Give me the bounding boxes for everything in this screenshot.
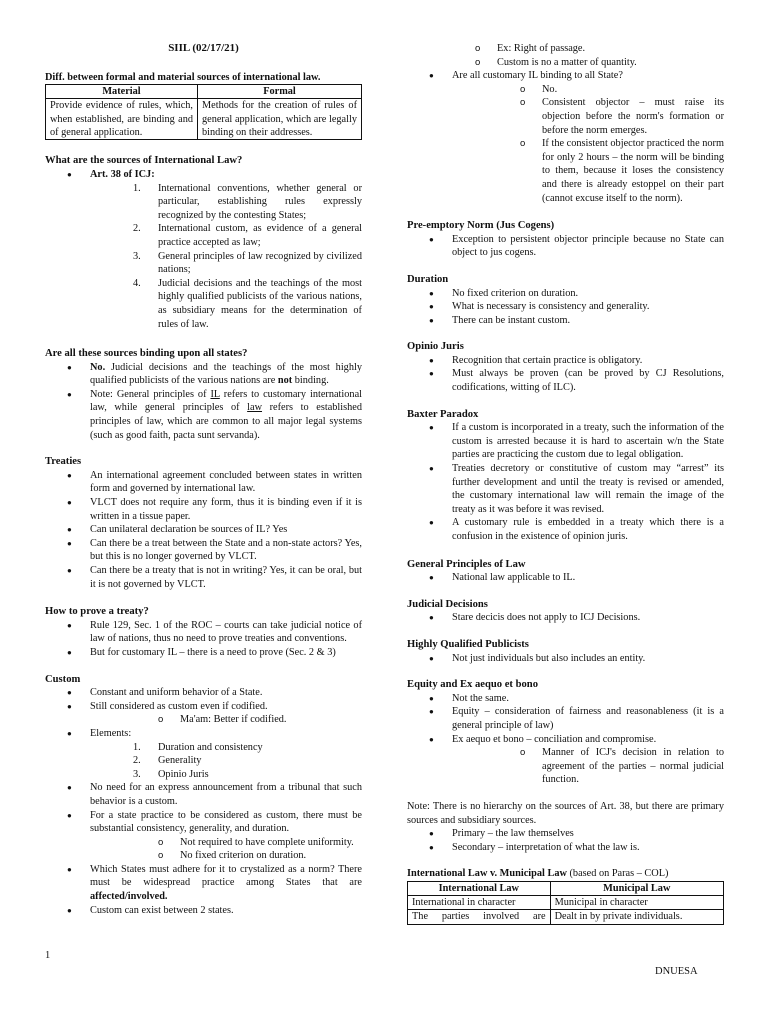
- binding-heading: Are all these sources binding upon all states?: [45, 348, 248, 360]
- binding-note-item: ● Note: General principles of IL refers to customary international law, while general principles of law refers to established principles of law, which are common to all major legal systems (such as good faith, pacta sunt servanda).: [45, 388, 362, 442]
- custom-section: [45, 673, 362, 918]
- gpl-section: [407, 558, 724, 585]
- equity-item: ● Ex aequo et bono – conciliation and compromise. o Manner of ICJ's decision in relation to agreement of the parties – normal judicial function.: [407, 733, 724, 787]
- equity-heading: Equity and Ex aequo et bono: [407, 679, 538, 691]
- il-municipal-heading: International Law v. Municipal Law (based on Paras – COL): [407, 868, 669, 880]
- prove-item: ● But for customary IL – there is a need to prove (Sec. 2 & 3): [45, 646, 362, 660]
- gpl-heading: General Principles of Law: [407, 558, 526, 570]
- duration-item: ● No fixed criterion on duration.: [407, 287, 724, 301]
- binding-no-item: ● No. Judicial decisions and the teachings of the most highly qualified publicists of the various nations are not binding.: [45, 361, 362, 388]
- baxter-item: ● A customary rule is embedded in a treaty which there is a confusion in the existence of opinion juris.: [407, 516, 724, 543]
- custom-item: ● Constant and uniform behavior of a State.: [45, 686, 362, 700]
- binding-answer-item: o If the consistent objector practiced the norm for only 2 hours – the norm will be binding to them, because it loses the consistency and there is already estoppel on their part (cannot excuse itself to the norm).: [452, 137, 724, 205]
- table-cell: The parties involved are: [408, 910, 551, 924]
- material-formal-table: [45, 84, 362, 140]
- custom-item: ● Which States must adhere for it to crystalized as a norm? There must be widespread practice among States that are affected/involved.: [45, 863, 362, 904]
- publicists-section: [407, 638, 724, 665]
- baxter-item: ● If a custom is incorporated in a treaty, such the information of the custom is arrested because it is hard to ascertain w/n the State parties are practicing the custom due to legal obligation.: [407, 421, 724, 462]
- art38-item: ● Art. 38 of ICJ: 1. International conventions, whether general or particular, establishing rules expressly recognized by the contesting States; 2. International custom, as evidence of a general practice accepted as law; 3. General principles of law recognized by civilized nations; 4. Judicial decisions and the teachings of the most highly qualified publicists of the various nations, as subsidiary means for the determination of rules of law.: [45, 168, 362, 331]
- opinio-item: ● Recognition that certain practice is obligatory.: [407, 354, 724, 368]
- jus-cogens-heading: Pre-emptory Norm (Jus Cogens): [407, 220, 555, 232]
- custom-item: ● No need for an express announcement from a tribunal that such behavior is a custom.: [45, 781, 362, 808]
- material-header: Material: [46, 85, 198, 99]
- treaties-item: ● Can there be a treaty that is not in writing? Yes, it can be oral, but it is not governed by VLCT.: [45, 564, 362, 591]
- gpl-item: ● National law applicable to IL.: [407, 571, 724, 585]
- note2-item: ● Primary – the law themselves: [407, 827, 724, 841]
- municipal-header: Municipal Law: [550, 881, 723, 895]
- custom-subitem: o Not required to have complete uniformity.: [90, 836, 362, 850]
- table-row: [408, 896, 724, 910]
- equity-subitem: o Manner of ICJ's decision in relation to agreement of the parties – normal judicial function.: [452, 746, 724, 787]
- table-cell: International in character: [408, 896, 551, 910]
- source-item: 3. General principles of law recognized by civilized nations;: [133, 250, 362, 276]
- custom-item: ● Elements: 1. Duration and consistency 2. Generality 3. Opinio Juris: [45, 727, 362, 781]
- diff-heading: Diff. between formal and material sources of international law.: [45, 71, 321, 83]
- custom-subitem: o Custom is no a matter of quantity.: [407, 56, 724, 70]
- duration-section: [407, 273, 724, 327]
- element-item: 3. Opinio Juris: [133, 768, 209, 780]
- prove-section: [45, 605, 362, 659]
- opinio-item: ● Must always be proven (can be proved by CJ Resolutions, codifications, witting of ILC).: [407, 367, 724, 394]
- page-title: SIIL (02/17/21): [168, 42, 239, 54]
- continued-subitems: [407, 42, 724, 69]
- il-header: International Law: [408, 881, 551, 895]
- il-municipal-table: [407, 881, 724, 925]
- judicial-heading: Judicial Decisions: [407, 598, 488, 610]
- duration-item: ● There can be instant custom.: [407, 314, 724, 328]
- opinio-section: [407, 340, 724, 394]
- publicists-item: ● Not just individuals but also includes an entity.: [407, 652, 724, 666]
- binding-answer-item: o No.: [452, 83, 724, 97]
- custom-item: ● Custom can exist between 2 states.: [45, 904, 362, 918]
- prove-heading: How to prove a treaty?: [45, 606, 149, 618]
- table-cell: Municipal in character: [550, 896, 723, 910]
- note2-item: ● Secondary – interpretation of what the law is.: [407, 841, 724, 855]
- custom-subitem: o No fixed criterion on duration.: [90, 849, 362, 863]
- il-municipal-section: [407, 867, 724, 924]
- material-cell: Provide evidence of rules, which, when established, are binding and of general application.: [46, 99, 198, 140]
- treaties-item: ● Can unilateral declaration be sources of IL? Yes: [45, 523, 362, 537]
- publicists-heading: Highly Qualified Publicists: [407, 638, 529, 650]
- sources-heading: What are the sources of International Law?: [45, 155, 243, 167]
- source-item: 1. International conventions, whether general or particular, establishing rules expressly recognized by the contesting States;: [133, 182, 362, 221]
- baxter-heading: Baxter Paradox: [407, 408, 479, 420]
- source-item: 4. Judicial decisions and the teachings of the most highly qualified publicists of the various nations, as subsidiary means for the determination of rules of law.: [133, 277, 362, 330]
- custom-item: ● For a state practice to be considered as custom, there must be substantial consistency, generality, and duration. o Not required to have complete uniformity. o No fixed criterion on duration.: [45, 809, 362, 863]
- note2-section: [407, 800, 724, 854]
- sources-section: [45, 154, 362, 331]
- treaties-heading: Treaties: [45, 456, 82, 468]
- duration-heading: Duration: [407, 273, 449, 285]
- prove-item: ● Rule 129, Sec. 1 of the ROC – courts can take judicial notice of law of nations, thus no need to prove treaties and conventions.: [45, 619, 362, 646]
- left-column: [45, 42, 362, 917]
- table-row: [408, 910, 724, 924]
- equity-section: [407, 678, 724, 787]
- binding-section: [45, 347, 362, 442]
- equity-item: ● Not the same.: [407, 692, 724, 706]
- treaties-item: ● Can there be a treat between the State and a non-state actors? Yes, but this is no longer governed by VLCT.: [45, 537, 362, 564]
- custom-subitem: o Ma'am: Better if codified.: [90, 713, 362, 727]
- opinio-heading: Opinio Juris: [407, 341, 464, 353]
- duration-item: ● What is necessary is consistency and generality.: [407, 300, 724, 314]
- custom-item: ● Still considered as custom even if codified. o Ma'am: Better if codified.: [45, 700, 362, 727]
- treaties-item: ● An international agreement concluded between states in written form and governed by international law.: [45, 469, 362, 496]
- treaties-section: [45, 455, 362, 591]
- element-item: 1. Duration and consistency: [133, 741, 263, 753]
- equity-item: ● Equity – consideration of fairness and reasonableness (it is a general principle of law): [407, 705, 724, 732]
- jus-cogens-item: ● Exception to persistent objector principle because no State can object to jus cogens.: [407, 233, 724, 260]
- custom-subitem: o Ex: Right of passage.: [407, 42, 724, 56]
- footer-author: DNUESA: [655, 966, 698, 977]
- source-item: 2. International custom, as evidence of a general practice accepted as law;: [133, 223, 362, 248]
- judicial-section: [407, 598, 724, 625]
- judicial-item: ● Stare decicis does not apply to ICJ Decisions.: [407, 611, 724, 625]
- formal-header: Formal: [198, 85, 362, 99]
- formal-cell: Methods for the creation of rules of general application, which are legally binding on their addresses.: [198, 99, 362, 140]
- binding-answer-item: o Consistent objector – must raise its objection before the norm's formation or before the norm emerges.: [452, 96, 724, 137]
- baxter-section: [407, 408, 724, 544]
- binding-question-item: ● Are all customary IL binding to all State? o No. o Consistent objector – must raise its objection before the norm's formation or before the norm emerges. o If the consistent objector practiced the norm for only 2 hours – the norm will be binding to them, because it loses the consistency and there is already estoppel on their part (cannot excuse itself to the norm).: [407, 69, 724, 205]
- table-cell: Dealt in by private individuals.: [550, 910, 723, 924]
- treaties-item: ● VLCT does not require any form, thus it is binding even if it is written in a tissue paper.: [45, 496, 362, 523]
- baxter-item: ● Treaties decretory or constitutive of custom may “arrest” its further development and until the treaty is revised or amended, the customary international law will remain the image of the treaty as it was before it was revised.: [407, 462, 724, 516]
- page-number: 1: [45, 950, 51, 961]
- custom-heading: Custom: [45, 673, 81, 685]
- element-item: 2. Generality: [133, 755, 202, 767]
- right-column: [407, 42, 724, 925]
- jus-cogens-section: [407, 219, 724, 260]
- hierarchy-note: Note: There is no hierarchy on the sources of Art. 38, but there are primary sources and subsidiary sources.: [407, 800, 724, 826]
